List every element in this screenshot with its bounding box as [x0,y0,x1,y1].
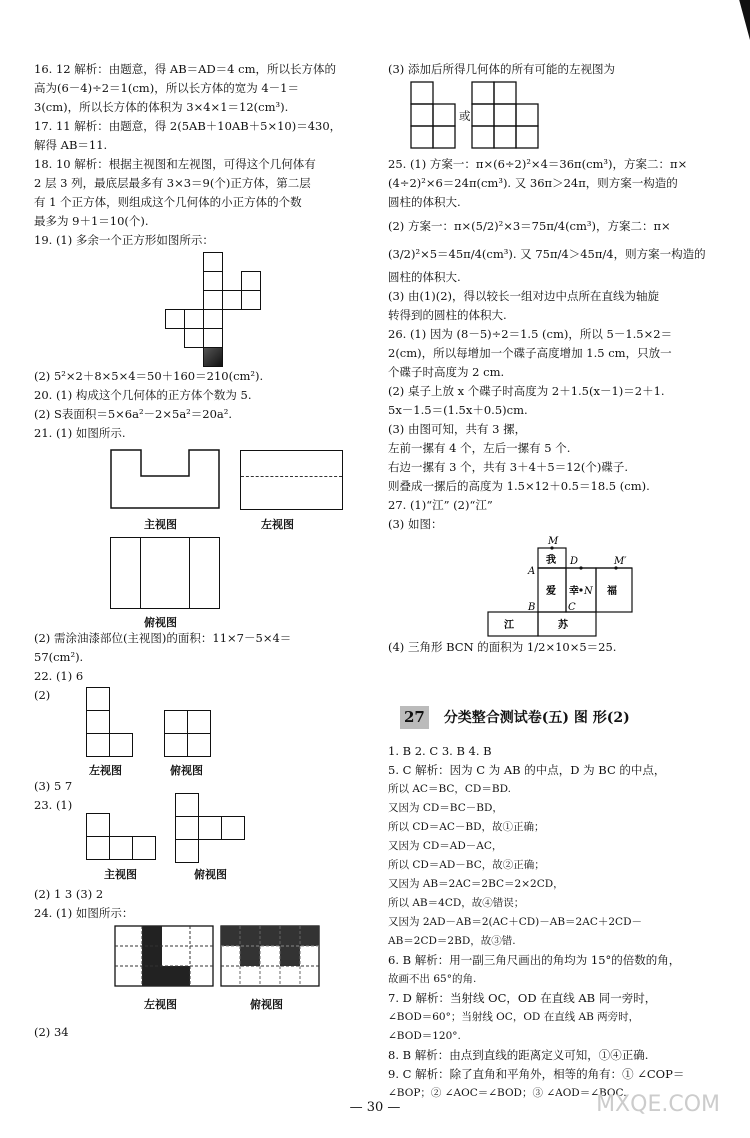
q24-part2: (2) 34 [34,1025,69,1039]
net-point-label: N [584,586,593,597]
text-line: 则叠成一摞后的高度为 1.5×12＋0.5＝18.5 (cm). [388,479,650,493]
view-square [198,816,222,840]
view-line [140,538,141,608]
q22-part1: 22. (1) 6 [34,669,84,683]
net-cell-text: 爱 [546,586,556,597]
hidden-line [241,476,342,477]
text-line: (4÷2)²×6＝24π(cm³). 又 36π＞24π，则方案一构造的 [388,176,678,190]
text-line: 转得到的圆柱的体积大. [388,308,507,322]
text-line: 57(cm²). [34,650,84,664]
text-line: 6. B 解析：用一副三角尺画出的角均为 15°的倍数的角， [388,953,681,967]
text-line: 右边一摞有 3 个，共有 3＋4＋5＝12(个)碟子. [388,460,628,474]
net-point-label: D [570,556,579,567]
text-line: 所以 CD＝AD－BC，故②正确； [388,859,545,871]
net-cell-text: 苏 [558,620,568,631]
text-line: 26. (1) 因为 (8－5)÷2＝1.5 (cm)，所以 5－1.5×2＝ [388,327,673,341]
text-line: 圆柱的体积大. [388,195,461,209]
q24-left-view [114,925,214,987]
view-square [132,836,156,860]
view-square [221,816,245,840]
net-square [203,290,223,310]
or-label: 或 [459,109,471,123]
text-line: 2(cm)，所以每增加一个碟子高度增加 1.5 cm，只放一 [388,346,672,360]
text-line: 又因为 2AD－AB＝2(AC＋CD)－AB＝2AC＋2CD－ [388,916,642,928]
text-line: 7. D 解析：当射线 OC，OD 在直线 AB 同一旁时， [388,991,657,1005]
text-line: AB＝2CD＝2BD，故③错. [388,935,516,947]
q21-part1: 21. (1) 如图所示. [34,426,126,440]
q20 [34,386,369,424]
text-line: 又因为 AB＝2AC＝2BC＝2×2CD， [388,878,564,890]
option-view-1 [410,81,458,151]
q17 [34,117,369,155]
text-line: (2) 桌子上放 x 个碟子时高度为 2＋1.5(x－1)＝2＋1. [388,384,665,398]
net-square [203,328,223,348]
view-square [86,813,110,837]
view-square [86,687,110,711]
left-column [34,60,369,1042]
watermark: MXQE.COM [596,1092,720,1117]
net-cell-text: 我 [546,555,556,566]
net-square [203,271,223,291]
text-line: (3) 由(1)(2)，得以较长一组对边中点所在直线为轴旋 [388,289,660,303]
q27-part4: (4) 三角形 BCN 的面积为 1/2×10×5＝25. [388,640,617,654]
net-square [222,290,242,310]
caption-top-view: 俯视图 [194,868,227,881]
section-answers [388,742,718,1103]
text-line: (2) 需涂油漆部位(主视图)的面积：11×7－5×4＝ [34,631,292,645]
text-line: 所以 AC＝BC，CD＝BD. [388,783,511,795]
q23-part2: (2) 1 3 (3) 2 [34,887,104,901]
net-cell-text: 福 [607,586,617,597]
view-square [187,733,211,757]
net-square [241,290,261,310]
net-cell-text: 江 [504,620,514,631]
caption-top-view: 俯视图 [170,764,203,777]
q24-part1: 24. (1) 如图所示： [34,906,134,920]
net-square [203,252,223,272]
net-point-label: C [568,602,576,613]
q21-main-view [110,449,220,509]
text-line: 18. 10 解析：根据主视图和左视图，可得这个几何体有 [34,157,316,171]
text-line: 左前一摞有 4 个，左后一摞有 5 个. [388,441,571,455]
q19-part1: 19. (1) 多余一个正方形如图所示： [34,233,214,247]
q22-part3: (3) 5 7 [34,779,73,793]
net-square [184,309,204,329]
q21-views-figure [34,443,369,629]
right-column [388,60,716,657]
net-cell-text: 幸 [569,586,579,597]
text-line: 16. 12 解析：由题意，得 AB＝AD＝4 cm，所以长方体的 [34,62,336,76]
text-line: (2) 方案一：π×(5/2)²×3＝75π/4(cm³)，方案二：π× [388,219,671,233]
net-square [165,309,185,329]
q24-views-figure [34,923,369,1023]
text-line: 所以 AB＝4CD，故④错误； [388,897,525,909]
caption-main-view: 主视图 [144,518,177,531]
text-line: (2) S表面积＝5×6a²－2×5a²＝20a². [34,407,233,421]
caption-top-view: 俯视图 [250,998,283,1011]
page-number: — 30 — [349,1100,401,1115]
view-square [109,733,133,757]
text-line: 3(cm)，所以长方体的体积为 3×4×1＝12(cm³). [34,100,289,114]
view-square [86,710,110,734]
shaded-extra-square [203,347,223,367]
net-square [241,271,261,291]
text-line: 1. B 2. C 3. B 4. B [388,744,492,758]
net-point-label: M′ [614,556,627,567]
text-line: 5. C 解析：因为 C 为 AB 的中点，D 为 BC 的中点， [388,763,666,777]
text-line: 圆柱的体积大. [388,270,461,284]
section-title [400,706,720,734]
text-line: 20. (1) 构成这个几何体的正方体个数为 5. [34,388,252,402]
q25 [388,155,716,325]
net-point-label: B [528,602,536,613]
caption-top-view: 俯视图 [144,616,177,629]
q21-top-view [110,537,220,609]
q21-left-view [240,450,343,510]
net-point-label: A [528,566,536,577]
section-title-text: 分类整合测试卷(五) 图 形(2) [443,710,630,726]
view-square [109,836,133,860]
caption-left-view: 左视图 [89,764,122,777]
q27-net-figure [388,534,716,638]
q27-net [466,534,726,638]
q22-views-figure [34,705,369,777]
q26 [388,325,716,496]
caption-left-view: 左视图 [261,518,294,531]
text-line: ∠BOD＝60°；当射线 OC，OD 在直线 AB 两旁时， [388,1011,640,1023]
view-square [164,733,188,757]
q24-part3: (3) 添加后所得几何体的所有可能的左视图为 [388,62,615,76]
view-square [175,816,199,840]
q27-part1: 27. (1)“江” (2)“江” [388,498,493,512]
view-square [175,839,199,863]
text-line: 故画不出 65°的角. [388,973,477,985]
text-line: 9. C 解析：除了直角和平角外，相等的角有：① ∠COP＝ [388,1067,685,1081]
text-line: 高为(6－4)÷2＝1(cm)，所以长方体的宽为 4－1＝ [34,81,299,95]
net-square [203,309,223,329]
text-line: 5x－1.5＝(1.5x＋0.5)cm. [388,403,528,417]
text-line: 最多为 9＋1＝10(个). [34,214,149,228]
view-line [189,538,190,608]
view-square [86,836,110,860]
text-line: ∠BOD＝120°. [388,1030,461,1042]
q23-part1: 23. (1) [34,798,73,812]
text-line: 17. 11 解析：由题意，得 2(5AB＋10AB＋5×10)＝430， [34,119,342,133]
caption-left-view: 左视图 [144,998,177,1011]
q19-cube-net-figure [34,250,369,367]
text-line: 25. (1) 方案一：π×(6÷2)²×4＝36π(cm³)，方案二：π× [388,157,688,171]
q27-part3: (3) 如图： [388,517,443,531]
net-point-label: M [548,536,559,547]
text-line: 又因为 CD＝BC－BD， [388,802,503,814]
page-corner-mark [732,0,750,40]
text-line: (3) 由图可知，共有 3 摞， [388,422,527,436]
q19-part2: (2) 5²×2＋8×5×4＝50＋160＝210(cm²). [34,369,264,383]
q22-part2-label: (2) [34,688,51,702]
text-line: 又因为 CD＝AD－AC， [388,840,503,852]
text-line: 解得 AB＝11. [34,138,108,152]
view-square [86,733,110,757]
text-line: 2 层 3 列，最底层最多有 3×3＝9(个)正方体，第二层 [34,176,311,190]
view-square [187,710,211,734]
q21-part2 [34,629,369,667]
q24-top-view [220,925,320,987]
text-line: ∠BOP；② ∠AOC＝∠BOD；③ ∠AOD＝∠BOC. [388,1087,627,1099]
q24-left-view-options [388,79,716,155]
view-square [164,710,188,734]
text-line: (3/2)²×5＝45π/4(cm³). 又 75π/4＞45π/4，则方案一构造的 [388,247,706,261]
q18 [34,155,369,231]
section-number: 27 [400,706,429,729]
caption-main-view: 主视图 [104,868,137,881]
text-line: 个碟子时高度为 2 cm. [388,365,505,379]
text-line: 有 1 个正方体，则组成这个几何体的小正方体的个数 [34,195,302,209]
q16 [34,60,369,117]
option-view-2 [471,81,541,151]
text-line: 所以 CD＝AC－BD，故①正确； [388,821,545,833]
q23-views-figure [34,815,369,885]
view-square [175,793,199,817]
net-square [184,328,204,348]
text-line: 8. B 解析：由点到直线的距离定义可知，①④正确. [388,1048,649,1062]
